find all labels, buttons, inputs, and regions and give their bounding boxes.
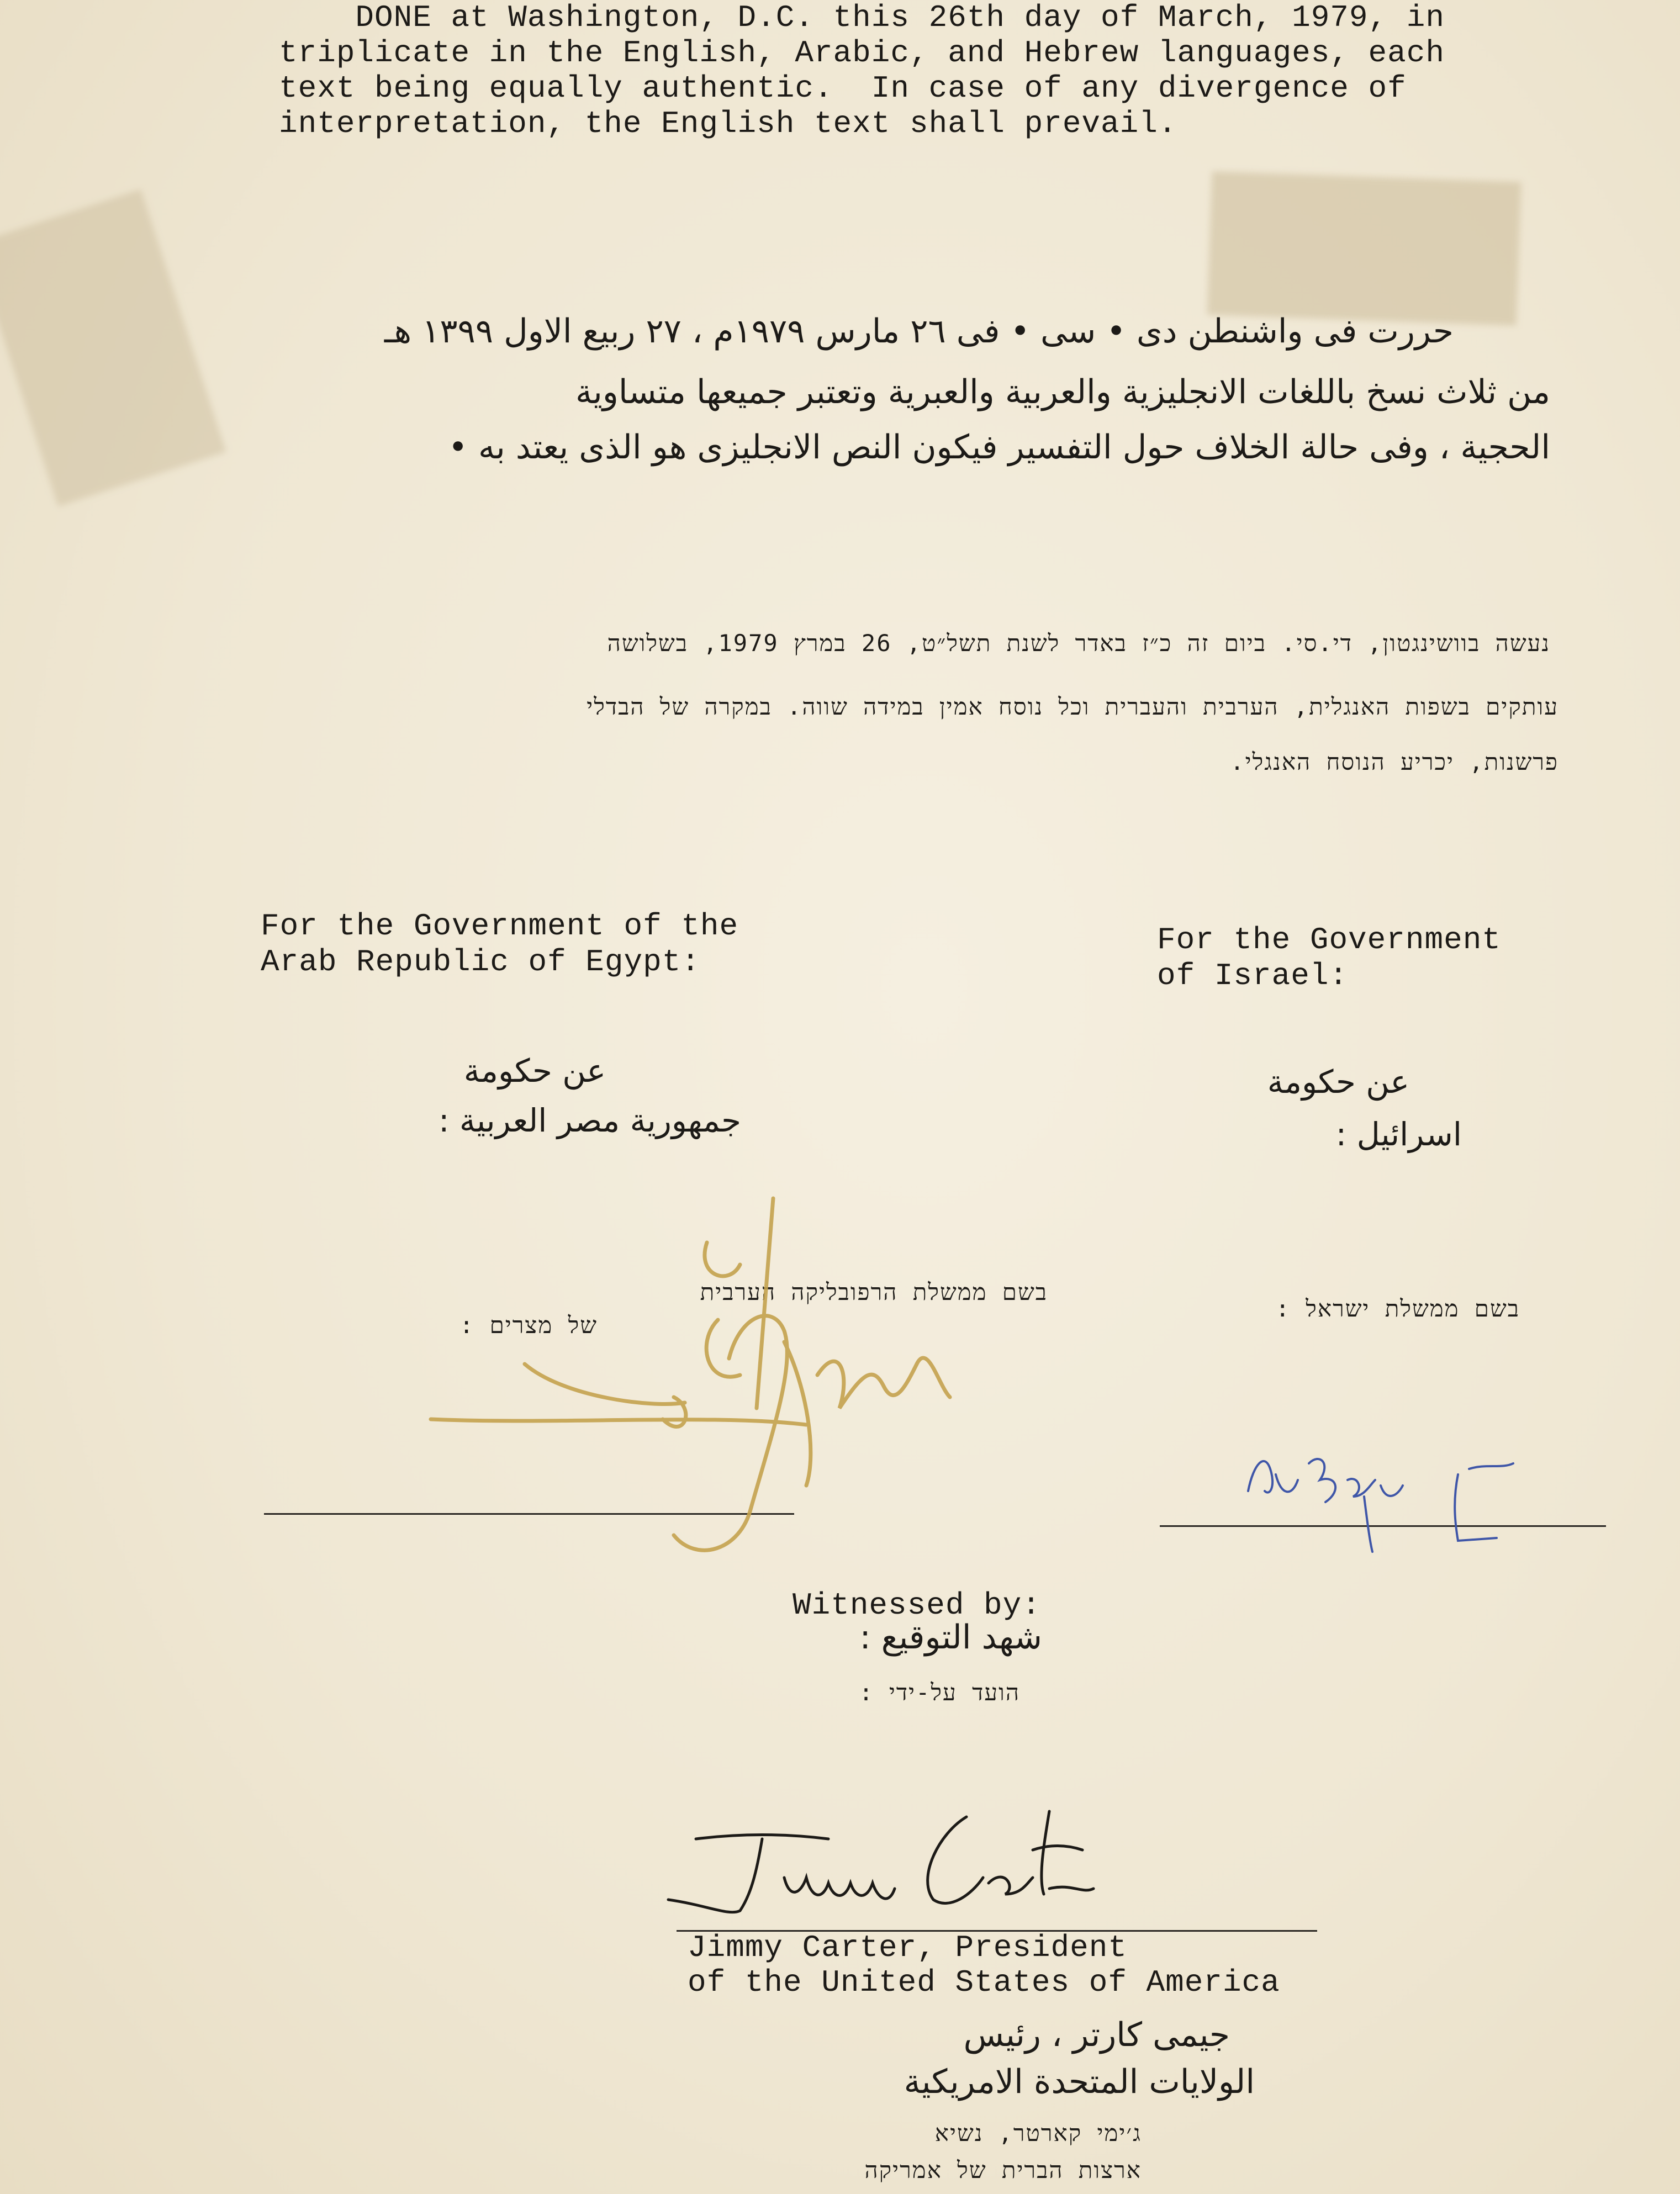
carter-hebrew-line: ארצות הברית של אמריקה <box>864 2156 1142 2184</box>
header-arabic-line: حررت فى واشنطن دى • سى • فى ٢٦ مارس ١٩٧٩م ، ٢٧ ربيع الاول ١٣٩٩ هـ <box>384 312 1454 351</box>
egypt-hebrew-line: של מצרים : <box>459 1312 598 1339</box>
header-arabic-line: من ثلاث نسخ باللغات الانجليزية والعربية والعبرية وتعتبر جميعها متساوية <box>575 373 1550 411</box>
tape-stain <box>0 189 226 506</box>
witness-arabic: شهد التوقيع : <box>859 1618 1042 1657</box>
carter-english-line: Jimmy Carter, President <box>688 1930 1127 1965</box>
israel-hebrew-line: בשם ממשלת ישראל : <box>1275 1295 1520 1322</box>
header-english-line: triplicate in the English, Arabic, and Hebrew languages, each <box>279 35 1445 71</box>
egypt-english-line: For the Government of the <box>261 908 739 944</box>
begin-signature <box>1237 1430 1546 1557</box>
witness-english: Witnessed by: <box>793 1588 1041 1623</box>
header-hebrew-line: פרשנות, יכריע הנוסח האנגלי. <box>1230 748 1559 775</box>
header-english-line: interpretation, the English text shall prevail. <box>279 106 1177 141</box>
egypt-arabic-line: عن حكومة <box>463 1052 606 1090</box>
carter-hebrew-line: ג׳ימי קארטר, נשיא <box>934 2119 1142 2147</box>
witness-hebrew: הועד על-ידי : <box>859 1679 1020 1706</box>
israel-arabic-line: عن حكومة <box>1267 1063 1409 1101</box>
egypt-hebrew-line: בשם ממשלת הרפובליקה הערבית <box>700 1278 1048 1305</box>
carter-signature <box>663 1800 1138 1933</box>
sadat-signature <box>387 1176 1049 1574</box>
israel-english-line: of Israel: <box>1157 958 1349 993</box>
header-hebrew-line: עותקים בשפות האנגלית, הערבית והעברית וכל נוסח אמין במידה שווה. במקרה של הבדלי <box>587 693 1559 720</box>
header-english-line: text being equally authentic. In case of any divergence of <box>279 71 1407 106</box>
header-english-line: DONE at Washington, D.C. this 26th day of March, 1979, in <box>279 0 1445 35</box>
carter-english-line: of the United States of America <box>688 1965 1280 2000</box>
carter-arabic-line: الولايات المتحدة الامريكية <box>904 2063 1255 2101</box>
header-hebrew-line: נעשה בוושינגטון, די.סי. ביום זה כ״ז באדר לשנת תשל״ט, 26 במרץ 1979, בשלושה <box>607 630 1550 657</box>
egypt-arabic-line: جمهورية مصر العربية : <box>438 1102 741 1139</box>
carter-arabic-line: جيمى كارتر ، رئيس <box>963 2016 1230 2054</box>
tape-stain <box>1207 171 1521 325</box>
israel-english-line: For the Government <box>1157 922 1501 958</box>
israel-arabic-line: اسرائيل : <box>1335 1115 1462 1153</box>
egypt-english-line: Arab Republic of Egypt: <box>261 944 700 980</box>
header-arabic-line: الحجية ، وفى حالة الخلاف حول التفسير فيكون النص الانجليزى هو الذى يعتد به • <box>448 428 1550 467</box>
